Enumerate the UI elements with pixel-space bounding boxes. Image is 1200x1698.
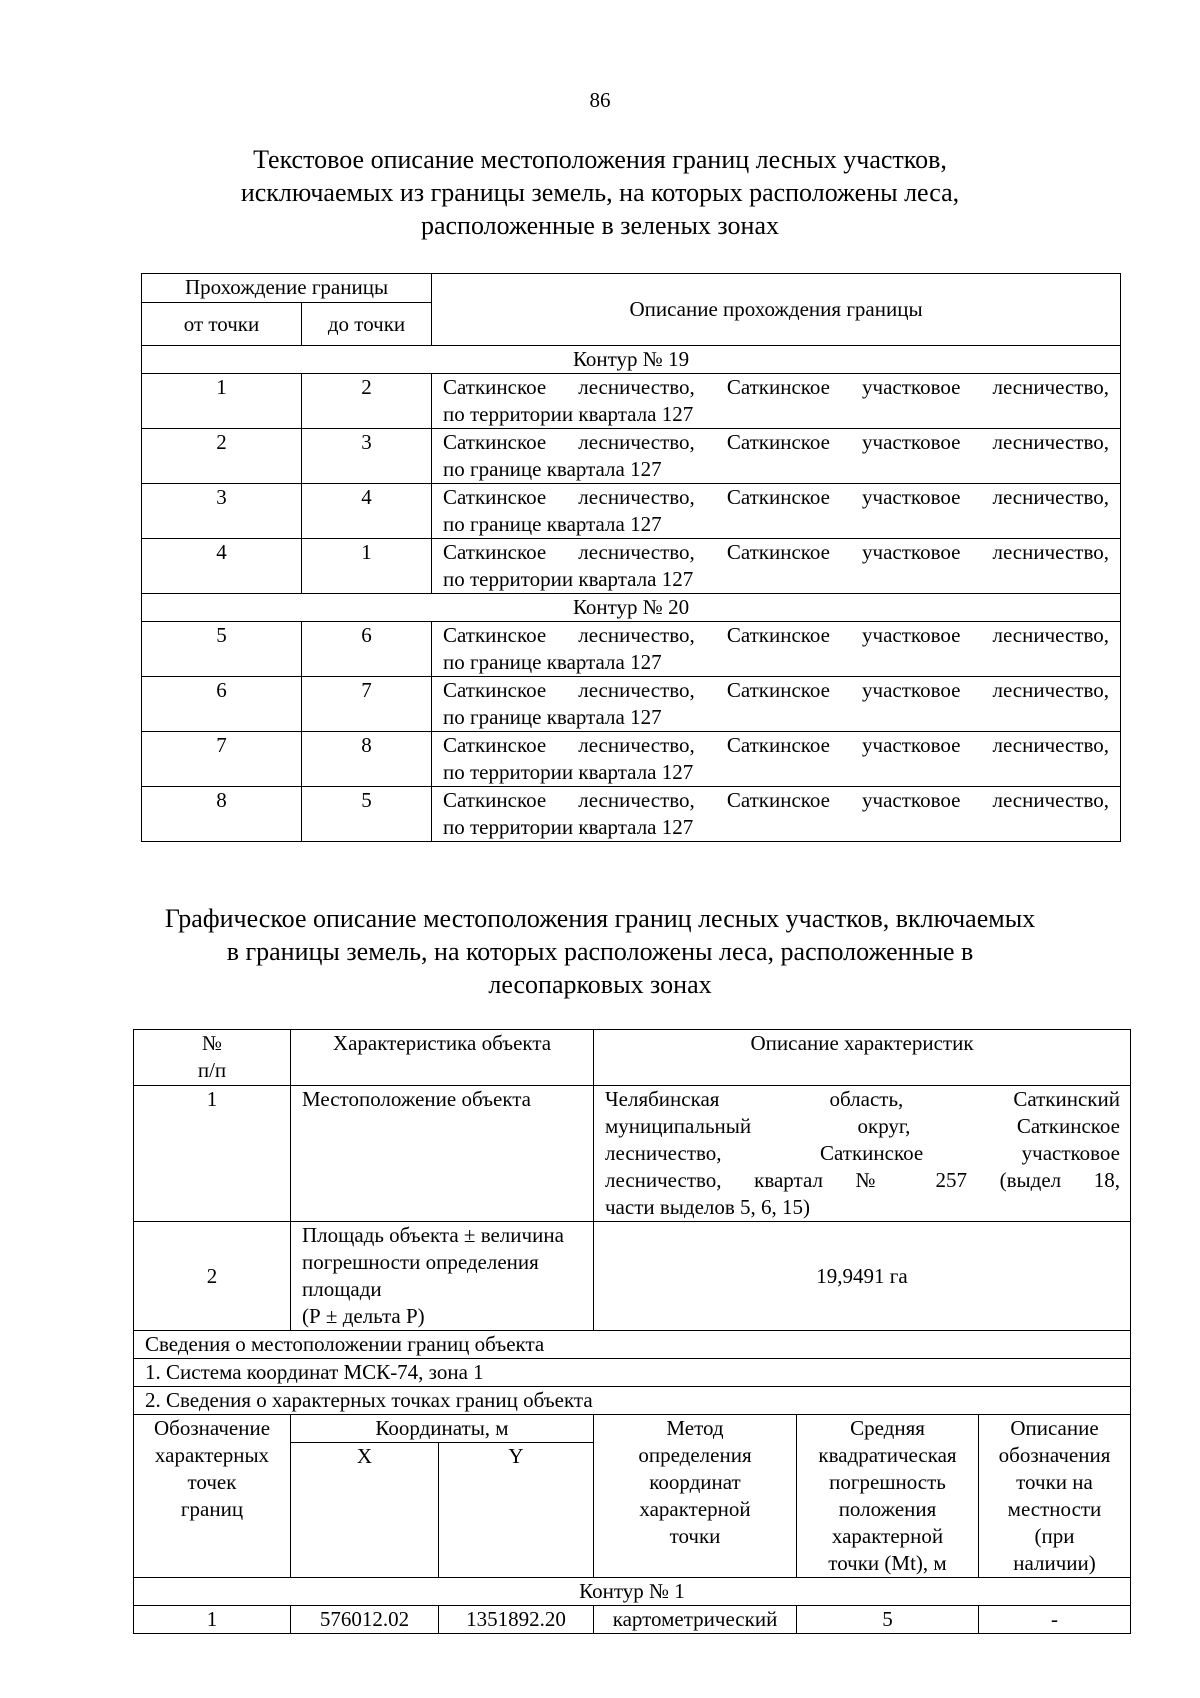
page-number: 86 xyxy=(589,88,611,112)
header-boundary-passage: Прохождение границы xyxy=(142,274,432,303)
description-line: Саткинское лесничество, Саткинское участковое лесничество, xyxy=(443,485,1110,509)
header-line: Обозначение xyxy=(153,1416,271,1440)
description-line: Саткинское лесничество, Саткинское участковое лесничество, xyxy=(443,623,1110,647)
description-line: Саткинское лесничество, Саткинское участковое лесничество, xyxy=(443,788,1110,812)
table-row xyxy=(142,484,1121,539)
header-line: точки на xyxy=(1016,1470,1093,1494)
description-line: по территории квартала 127 xyxy=(443,402,694,426)
description-line: Саткинское лесничество, Саткинское участковое лесничество, xyxy=(443,733,1110,757)
description-line: по границе квартала 127 xyxy=(443,705,662,729)
from-point: 7 xyxy=(142,732,302,787)
description-line: по территории квартала 127 xyxy=(443,567,694,591)
header-to-point: до точки xyxy=(302,303,432,346)
from-point: 8 xyxy=(142,787,302,842)
header-line: наличии) xyxy=(1013,1551,1096,1575)
to-point: 7 xyxy=(302,677,432,732)
header-mean-error xyxy=(797,1415,979,1578)
header-line: координат xyxy=(649,1470,741,1494)
table-row xyxy=(142,429,1121,484)
header-line: (при xyxy=(1034,1524,1075,1548)
section2-title-line: в границы земель, на которых расположены леса, расположенные в xyxy=(226,937,974,966)
from-point: 1 xyxy=(142,374,302,429)
point-description: - xyxy=(979,1606,1131,1634)
header-line: погрешность xyxy=(829,1470,946,1494)
header-characteristic-description: Описание характеристик xyxy=(594,1030,1131,1086)
description-line: Саткинское лесничество, Саткинское участковое лесничество, xyxy=(443,430,1110,454)
contour-label: Контур № 19 xyxy=(142,346,1121,374)
to-point: 5 xyxy=(302,787,432,842)
to-point: 4 xyxy=(302,484,432,539)
section2-title-line: лесопарковых зонах xyxy=(488,970,712,999)
header-boundary-description: Описание прохождения границы xyxy=(432,274,1121,346)
characteristic-location: Местоположение объекта xyxy=(291,1086,594,1222)
boundary-description xyxy=(432,787,1121,842)
point-y: 1351892.20 xyxy=(439,1606,594,1634)
header-line: квадратическая xyxy=(818,1443,957,1467)
header-line: местности xyxy=(1007,1497,1102,1521)
header-characteristic: Характеристика объекта xyxy=(291,1030,594,1086)
location-description xyxy=(594,1086,1131,1222)
header-number-line: № xyxy=(201,1031,223,1055)
section2-title-line: Графическое описание местоположения границ лесных участков, включаемых xyxy=(164,904,1036,933)
area-line: погрешности определения площади xyxy=(302,1250,539,1301)
section1-title-line: Текстовое описание местоположения границ лесных участков, xyxy=(253,145,947,174)
point-x: 576012.02 xyxy=(291,1606,439,1634)
description-line: Саткинское лесничество, Саткинское участковое лесничество, xyxy=(443,540,1110,564)
object-characteristics-table xyxy=(133,1029,1131,1634)
location-line: муниципальный округ, Саткинское xyxy=(605,1114,1120,1138)
boundary-description xyxy=(432,539,1121,594)
boundary-description xyxy=(432,429,1121,484)
header-line: положения xyxy=(838,1497,937,1521)
header-coordinates: Координаты, м xyxy=(291,1415,594,1443)
boundary-description xyxy=(432,677,1121,732)
boundary-description xyxy=(432,484,1121,539)
boundary-info-heading: Сведения о местоположении границ объекта xyxy=(134,1331,1131,1359)
description-line: Саткинское лесничество, Саткинское участковое лесничество, xyxy=(443,375,1110,399)
area-value: 19,9491 га xyxy=(594,1222,1131,1331)
area-line: Площадь объекта ± величина xyxy=(302,1223,564,1247)
header-line: характерных xyxy=(154,1443,270,1467)
header-point-designation xyxy=(134,1415,291,1578)
header-method xyxy=(594,1415,797,1578)
boundary-description xyxy=(432,622,1121,677)
table-row xyxy=(142,539,1121,594)
table-row xyxy=(142,787,1121,842)
section1-title xyxy=(130,143,1070,242)
header-line: границ xyxy=(180,1497,244,1521)
characteristic-area xyxy=(291,1222,594,1331)
to-point: 1 xyxy=(302,539,432,594)
header-line: точек xyxy=(187,1470,237,1494)
coordinate-system: 1. Система координат МСК-74, зона 1 xyxy=(134,1359,1131,1387)
boundary-description-table xyxy=(141,273,1121,842)
location-line: части выделов 5, 6, 15) xyxy=(605,1195,811,1219)
point-id: 1 xyxy=(134,1606,291,1634)
from-point: 6 xyxy=(142,677,302,732)
contour-label: Контур № 20 xyxy=(142,594,1121,622)
header-line: точки xyxy=(669,1524,721,1548)
to-point: 8 xyxy=(302,732,432,787)
table-row xyxy=(142,374,1121,429)
from-point: 3 xyxy=(142,484,302,539)
header-line: Средняя xyxy=(850,1416,925,1440)
header-number xyxy=(134,1030,291,1086)
description-line: по территории квартала 127 xyxy=(443,815,694,839)
location-line: лесничество, квартал № 257 (выдел 18, xyxy=(605,1168,1120,1192)
area-line: (Р ± дельта Р) xyxy=(302,1304,425,1328)
header-line: определения xyxy=(638,1443,752,1467)
section1-title-line: расположенные в зеленых зонах xyxy=(420,211,780,240)
description-line: по территории квартала 127 xyxy=(443,760,694,784)
point-method: картометрический xyxy=(594,1606,797,1634)
location-line: лесничество, Саткинское участковое xyxy=(605,1141,1120,1165)
section1-title-line: исключаемых из границы земель, на которых расположены леса, xyxy=(240,178,960,207)
header-line: характерной xyxy=(831,1524,944,1548)
from-point: 5 xyxy=(142,622,302,677)
header-line: обозначения xyxy=(998,1443,1111,1467)
description-line: по границе квартала 127 xyxy=(443,650,662,674)
header-from-point: от точки xyxy=(142,303,302,346)
to-point: 3 xyxy=(302,429,432,484)
to-point: 2 xyxy=(302,374,432,429)
from-point: 2 xyxy=(142,429,302,484)
from-point: 4 xyxy=(142,539,302,594)
contour-label: Контур № 1 xyxy=(134,1578,1131,1606)
header-line: Метод xyxy=(666,1416,724,1440)
header-point-description xyxy=(979,1415,1131,1578)
points-info-heading: 2. Сведения о характерных точках границ объекта xyxy=(134,1387,1131,1415)
table-row xyxy=(142,677,1121,732)
header-x: X xyxy=(291,1443,439,1578)
location-line: Челябинская область, Саткинский xyxy=(605,1087,1120,1111)
header-line: Описание xyxy=(1010,1416,1099,1440)
point-error: 5 xyxy=(797,1606,979,1634)
to-point: 6 xyxy=(302,622,432,677)
header-line: точки (Mt), м xyxy=(828,1551,947,1575)
row-number: 2 xyxy=(134,1222,291,1331)
boundary-description xyxy=(432,374,1121,429)
header-number-line: п/п xyxy=(197,1058,227,1082)
boundary-description xyxy=(432,732,1121,787)
section2-title xyxy=(135,902,1065,1001)
table-row xyxy=(134,1606,1131,1634)
header-y: Y xyxy=(439,1443,594,1578)
header-line: характерной xyxy=(639,1497,751,1521)
description-line: Саткинское лесничество, Саткинское участковое лесничество, xyxy=(443,678,1110,702)
description-line: по границе квартала 127 xyxy=(443,457,662,481)
table-row xyxy=(142,622,1121,677)
description-line: по границе квартала 127 xyxy=(443,512,662,536)
table-row xyxy=(142,732,1121,787)
row-number: 1 xyxy=(134,1086,291,1222)
